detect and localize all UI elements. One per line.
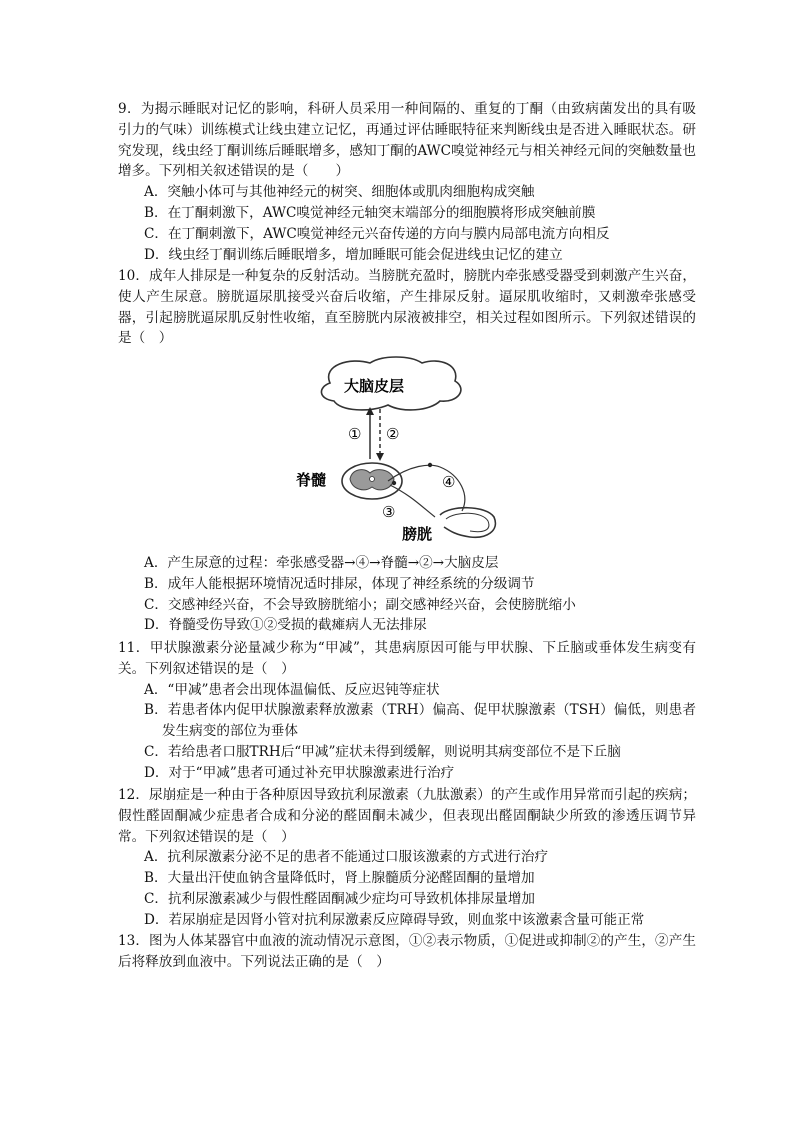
question-12-option-a[interactable]: A．抗利尿激素分泌不足的患者不能通过口服该激素的方式进行治疗	[144, 849, 549, 866]
question-10-option-a[interactable]: A．产生尿意的过程：牵张感受器→④→脊髓→②→大脑皮层	[144, 555, 499, 571]
question-13-stem: 13．图为人体某器官中血液的流动情况示意图，①②表示物质，①促进或抑制②的产生，②产生后将释放到血液中。下列说法正确的是（ ）	[118, 933, 696, 970]
question-12-stem: 12．尿崩症是一种由于各种原因导致抗利尿激素（九肽激素）的产生或作用异常而引起的疾病；假性醛固酮减少症患者合成和分泌的醛固酮未减少，但表现出醛固酮缺少所致的渗透压调节异常。下列叙述错误的是（ ）	[118, 787, 696, 845]
question-12-option-b[interactable]: B．大量出汗使血钠含量降低时，肾上腺髓质分泌醛固酮的量增加	[144, 870, 535, 887]
question-13	[118, 931, 696, 973]
reflex-diagram-svg	[290, 355, 510, 545]
bladder-label: 膀胱	[402, 525, 433, 543]
question-9	[118, 99, 696, 265]
pathway-2-label: ②	[386, 425, 400, 443]
question-9-option-d[interactable]: D．线虫经丁酮训练后睡眠增多，增加睡眠可能会促进线虫记忆的建立	[144, 246, 563, 263]
question-9-stem: 9．为揭示睡眠对记忆的影响，科研人员采用一种间隔的、重复的丁酮（由致病菌发出的具有吸引力的气味）训练模式让线虫建立记忆，再通过评估睡眠特征来判断线虫是否进入睡眠状态。研究发现，线虫经丁酮训练后睡眠增多，感知丁酮的AWC嗅觉神经元与相关神经元间的突触数量也增多。下列相关叙述错误的是（ ）	[118, 101, 696, 180]
question-10-stem: 10．成年人排尿是一种复杂的反射活动。当膀胱充盈时，膀胱内牵张感受器受到刺激产生兴奋，使人产生尿意。膀胱逼尿肌接受兴奋后收缩，产生排尿反射。逼尿肌收缩时，又刺激牵张感受器，引起膀胱逼尿肌反射性收缩，直至膀胱内尿液被排空，相关过程如图所示。下列叙述错误的是（ ）	[118, 268, 696, 347]
reflex-diagram	[290, 355, 510, 545]
question-12-option-c[interactable]: C．抗利尿激素减少与假性醛固酮减少症均可导致机体排尿量增加	[144, 890, 536, 907]
pathway-1-label: ①	[348, 425, 362, 443]
question-10-option-b[interactable]: B．成年人能根据环境情况适时排尿，体现了神经系统的分级调节	[144, 575, 535, 592]
cortex-label: 大脑皮层	[344, 377, 405, 395]
question-9-options	[118, 182, 696, 265]
pathway-2-arrowhead	[376, 453, 384, 461]
afferent-ganglion-dot	[428, 463, 432, 467]
question-10	[118, 266, 696, 349]
spinal-label: 脊髓	[296, 471, 327, 489]
question-9-option-a[interactable]: A．突触小体可与其他神经元的树突、细胞体或肌肉细胞构成突触	[144, 184, 535, 201]
question-11-option-c[interactable]: C．若给患者口服TRH后“甲减”症状未得到缓解，则说明其病变部位不是下丘脑	[144, 743, 621, 760]
pathway-3-label: ③	[382, 503, 396, 521]
question-11	[118, 638, 696, 784]
question-11-option-a[interactable]: A．“甲减”患者会出现体温偏低、反应迟钝等症状	[144, 681, 440, 698]
question-10-option-d[interactable]: D．脊髓受伤导致①②受损的截瘫病人无法排尿	[144, 617, 427, 634]
question-12	[118, 785, 696, 931]
question-10-option-c[interactable]: C．交感神经兴奋，不会导致膀胱缩小；副交感神经兴奋，会使膀胱缩小	[144, 596, 576, 613]
question-11-option-b[interactable]: B．若患者体内促甲状腺激素释放激素（TRH）偏高、促甲状腺激素（TSH）偏低，则患者发生病变的部位为垂体	[144, 702, 696, 740]
bladder-shape	[440, 508, 495, 538]
question-12-option-d[interactable]: D．若尿崩症是因肾小管对抗利尿激素反应障碍导致，则血浆中该激素含量可能正常	[144, 911, 645, 928]
pathway-4-label: ④	[442, 473, 456, 491]
central-canal	[370, 477, 375, 482]
question-9-option-c[interactable]: C．在丁酮刺激下，AWC嗅觉神经元兴奋传递的方向与膜内局部电流方向相反	[144, 225, 610, 242]
question-12-options	[118, 847, 696, 930]
question-10-options	[118, 553, 696, 636]
bladder-inner-wall	[446, 513, 489, 531]
question-9-option-b[interactable]: B．在丁酮刺激下，AWC嗅觉神经元轴突末端部分的细胞膜将形成突触前膜	[144, 204, 596, 221]
question-10-options-block	[118, 553, 696, 636]
efferent-origin-dot	[392, 481, 396, 485]
question-11-stem: 11．甲状腺激素分泌量减少称为“甲减”，其患病原因可能与甲状腺、下丘脑或垂体发生病变有关。下列叙述错误的是（ ）	[118, 640, 696, 677]
question-11-options	[118, 680, 696, 784]
question-11-option-d[interactable]: D．对于“甲减”患者可通过补充甲状腺激素进行治疗	[144, 764, 455, 781]
